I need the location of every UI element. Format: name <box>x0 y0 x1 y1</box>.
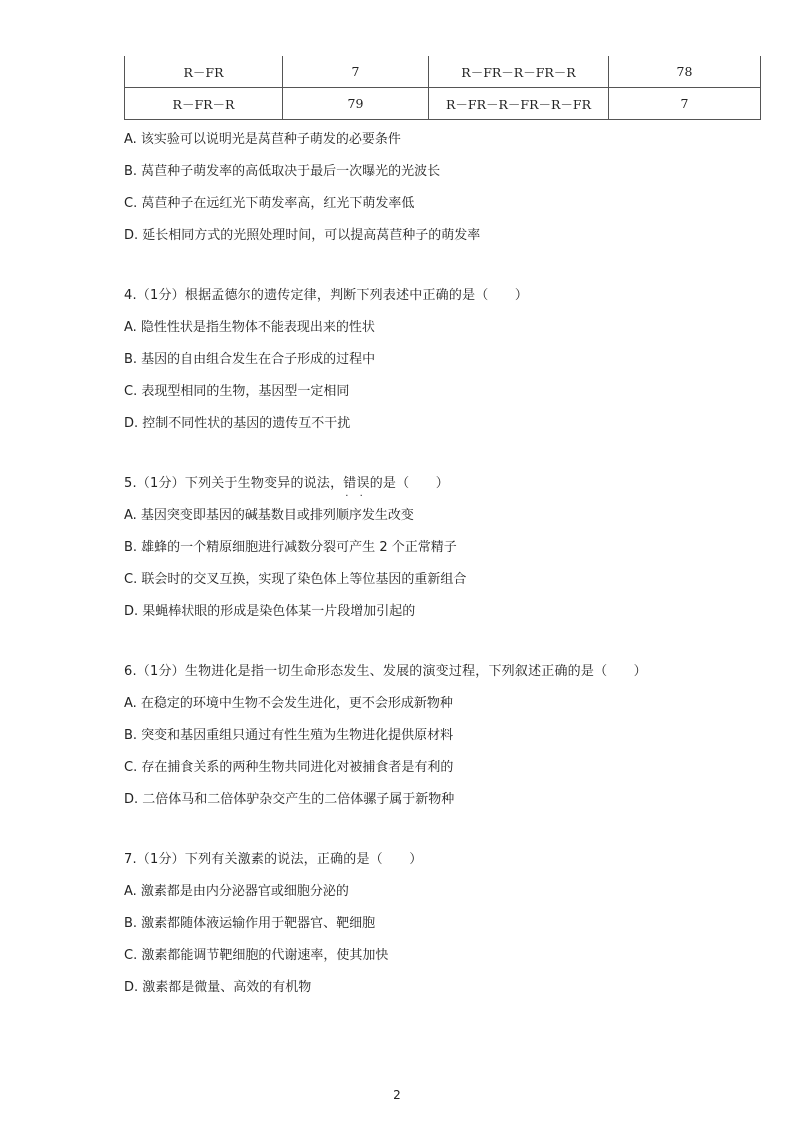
q5-stem-start: 5.（1分）下列关于生物变异的说法， <box>124 476 344 491</box>
q7-stem: 7.（1分）下列有关激素的说法，正确的是（ ） <box>124 852 423 867</box>
q5-option-c: C. 联会时的交叉互换，实现了染色体上等位基因的重新组合 <box>124 572 467 587</box>
q3-option-d: D. 延长相同方式的光照处理时间，可以提高莴苣种子的萌发率 <box>124 228 481 243</box>
q4-option-c: C. 表现型相同的生物，基因型一定相同 <box>124 384 350 399</box>
table-row <box>125 88 761 120</box>
light-treatment-table <box>124 56 761 120</box>
q4-option-a: A. 隐性性状是指生物体不能表现出来的性状 <box>124 320 375 335</box>
page-number: 2 <box>393 1088 401 1102</box>
table-cell: R－FR <box>125 56 283 88</box>
q7-option-d: D. 激素都是微量、高效的有机物 <box>124 980 312 995</box>
table-cell: R－FR－R <box>125 88 283 120</box>
q5-option-a: A. 基因突变即基因的碱基数目或排列顺序发生改变 <box>124 508 414 523</box>
q4-option-d: D. 控制不同性状的基因的遗传互不干扰 <box>124 416 351 431</box>
table-cell: 7 <box>283 56 429 88</box>
q6-option-d: D. 二倍体马和二倍体驴杂交产生的二倍体骡子属于新物种 <box>124 792 455 807</box>
q5-stem-end: 的是（ ） <box>369 476 449 491</box>
table-cell: 7 <box>609 88 761 120</box>
table-row <box>125 56 761 88</box>
q5-stem <box>124 475 449 493</box>
q5-option-d: D. 果蝇棒状眼的形成是染色体某一片段增加引起的 <box>124 604 416 619</box>
q5-option-b: B. 雄蜂的一个精原细胞进行减数分裂可产生 2 个正常精子 <box>124 540 457 555</box>
q5-emphasis-word: 错误 · · <box>343 475 369 493</box>
q7-option-a: A. 激素都是由内分泌器官或细胞分泌的 <box>124 884 349 899</box>
q6-option-b: B. 突变和基因重组只通过有性生殖为生物进化提供原材料 <box>124 728 454 743</box>
q3-option-c: C. 莴苣种子在远红光下萌发率高，红光下萌发率低 <box>124 196 415 211</box>
q7-option-b: B. 激素都随体液运输作用于靶器官、靶细胞 <box>124 916 376 931</box>
q7-option-c: C. 激素都能调节靶细胞的代谢速率，使其加快 <box>124 948 389 963</box>
q6-option-c: C. 存在捕食关系的两种生物共同进化对被捕食者是有利的 <box>124 760 454 775</box>
q3-option-b: B. 莴苣种子萌发率的高低取决于最后一次曝光的光波长 <box>124 164 441 179</box>
q4-option-b: B. 基因的自由组合发生在合子形成的过程中 <box>124 352 376 367</box>
table-cell: R－FR－R－FR－R <box>429 56 609 88</box>
q6-stem: 6.（1分）生物进化是指一切生命形态发生、发展的演变过程，下列叙述正确的是（ ） <box>124 664 647 679</box>
q3-option-a: A. 该实验可以说明光是莴苣种子萌发的必要条件 <box>124 132 401 147</box>
q4-stem: 4.（1分）根据孟德尔的遗传定律，判断下列表述中正确的是（ ） <box>124 288 529 303</box>
table-cell: 79 <box>283 88 429 120</box>
q6-option-a: A. 在稳定的环境中生物不会发生进化，更不会形成新物种 <box>124 696 453 711</box>
table-cell: R－FR－R－FR－R－FR <box>429 88 609 120</box>
table-cell: 78 <box>609 56 761 88</box>
